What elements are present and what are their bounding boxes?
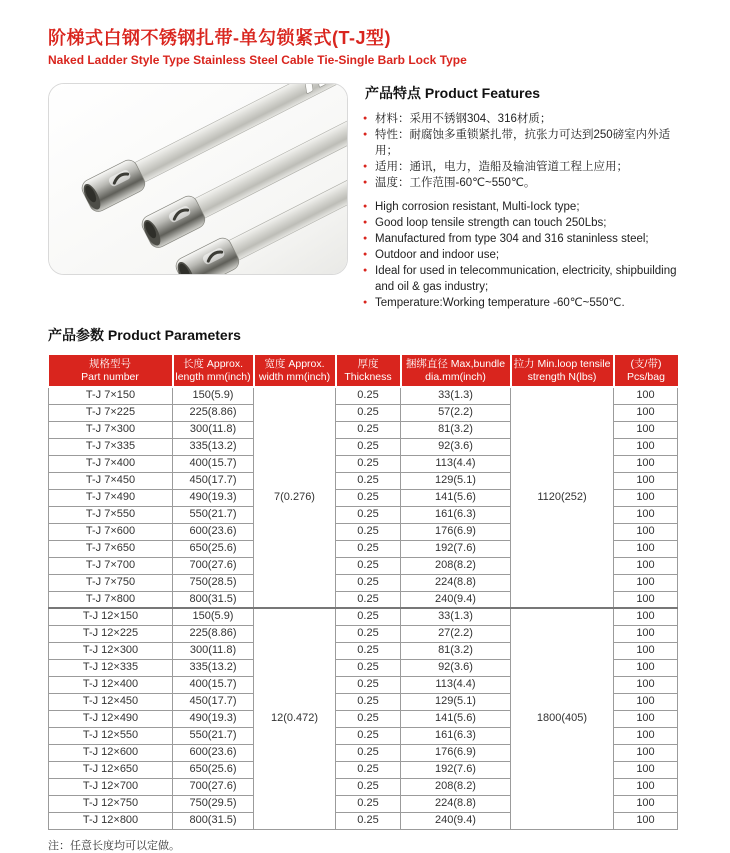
- table-row: [49, 387, 678, 404]
- cell-bundle-diameter: 33(1.3): [401, 608, 511, 625]
- feature-item-cn: ● 温度：工作范围-60℃~550℃。: [365, 175, 690, 191]
- cell-part-number: T-J 7×335: [49, 438, 173, 455]
- cell-thickness: 0.25: [336, 625, 401, 642]
- cell-thickness: 0.25: [336, 523, 401, 540]
- feature-item-en: ● Temperature:Working temperature -60℃~550℃.: [365, 295, 690, 311]
- cell-bundle-diameter: 92(3.6): [401, 659, 511, 676]
- cell-thickness: 0.25: [336, 795, 401, 812]
- cell-length: 150(5.9): [173, 608, 254, 625]
- features-list-en: [365, 199, 690, 311]
- cell-bundle-diameter: 161(6.3): [401, 506, 511, 523]
- cell-length: 650(25.6): [173, 761, 254, 778]
- cell-length: 600(23.6): [173, 523, 254, 540]
- feature-item-cn: ● 材料：采用不锈钢304、316材质；: [365, 111, 690, 127]
- cell-pcs-per-bag: 100: [614, 710, 678, 727]
- cell-part-number: T-J 12×650: [49, 761, 173, 778]
- cell-part-number: T-J 7×600: [49, 523, 173, 540]
- features-section: [365, 83, 690, 311]
- features-gap: [365, 191, 690, 199]
- cell-thickness: 0.25: [336, 727, 401, 744]
- cell-bundle-diameter: 113(4.4): [401, 676, 511, 693]
- cell-part-number: T-J 7×700: [49, 557, 173, 574]
- feature-item-en: ● High corrosion resistant, Multi-Iock type;: [365, 199, 690, 215]
- cell-length: 700(27.6): [173, 557, 254, 574]
- cell-pcs-per-bag: 100: [614, 421, 678, 438]
- product-photo: [48, 83, 348, 275]
- cell-thickness: 0.25: [336, 557, 401, 574]
- cell-length: 750(28.5): [173, 574, 254, 591]
- cell-part-number: T-J 12×225: [49, 625, 173, 642]
- cell-pcs-per-bag: 100: [614, 795, 678, 812]
- cell-pcs-per-bag: 100: [614, 540, 678, 557]
- cell-length: 750(29.5): [173, 795, 254, 812]
- table-row: [49, 608, 678, 625]
- column-header: 捆绑直径 Max,bundle dia.mm(inch): [401, 354, 511, 387]
- cell-pcs-per-bag: 100: [614, 489, 678, 506]
- cell-pcs-per-bag: 100: [614, 557, 678, 574]
- cell-length: 150(5.9): [173, 387, 254, 404]
- cell-bundle-diameter: 192(7.6): [401, 540, 511, 557]
- cell-length: 700(27.6): [173, 778, 254, 795]
- feature-item-en: ● Ideal for used in telecommunication, electricity, shipbuilding and oil & gas industry;: [365, 263, 690, 295]
- cell-length: 400(15.7): [173, 455, 254, 472]
- cell-bundle-diameter: 141(5.6): [401, 710, 511, 727]
- cell-thickness: 0.25: [336, 455, 401, 472]
- cell-pcs-per-bag: 100: [614, 761, 678, 778]
- cell-thickness: 0.25: [336, 744, 401, 761]
- cell-length: 490(19.3): [173, 710, 254, 727]
- cell-part-number: T-J 7×400: [49, 455, 173, 472]
- cell-part-number: T-J 12×550: [49, 727, 173, 744]
- page-title-cn: 阶梯式白钢不锈钢扎带-单勾锁紧式(T-J型): [48, 28, 391, 48]
- cell-pcs-per-bag: 100: [614, 676, 678, 693]
- cell-pcs-per-bag: 100: [614, 608, 678, 625]
- cell-pcs-per-bag: 100: [614, 506, 678, 523]
- cell-length: 225(8.86): [173, 404, 254, 421]
- cell-thickness: 0.25: [336, 404, 401, 421]
- cell-length: 650(25.6): [173, 540, 254, 557]
- cell-length: 800(31.5): [173, 812, 254, 829]
- cell-bundle-diameter: 113(4.4): [401, 455, 511, 472]
- cell-length: 335(13.2): [173, 659, 254, 676]
- cell-thickness: 0.25: [336, 693, 401, 710]
- parameters-heading: 产品参数 Product Parameters: [48, 327, 241, 343]
- cell-part-number: T-J 12×150: [49, 608, 173, 625]
- cable-ties-illustration: [49, 84, 347, 274]
- cell-bundle-diameter: 129(5.1): [401, 693, 511, 710]
- cell-thickness: 0.25: [336, 438, 401, 455]
- cell-length: 300(11.8): [173, 421, 254, 438]
- cell-thickness: 0.25: [336, 574, 401, 591]
- cell-thickness: 0.25: [336, 642, 401, 659]
- cell-bundle-diameter: 240(9.4): [401, 591, 511, 608]
- cell-length: 600(23.6): [173, 744, 254, 761]
- cell-thickness: 0.25: [336, 489, 401, 506]
- cell-bundle-diameter: 57(2.2): [401, 404, 511, 421]
- cell-pcs-per-bag: 100: [614, 812, 678, 829]
- cell-bundle-diameter: 81(3.2): [401, 421, 511, 438]
- cell-thickness: 0.25: [336, 421, 401, 438]
- feature-item-en: ● Good loop tensile strength can touch 250Lbs;: [365, 215, 690, 231]
- cell-thickness: 0.25: [336, 761, 401, 778]
- column-header: (支/带) Pcs/bag: [614, 354, 678, 387]
- cell-thickness: 0.25: [336, 540, 401, 557]
- cell-part-number: T-J 7×150: [49, 387, 173, 404]
- column-header: 长度 Approx. length mm(inch): [173, 354, 254, 387]
- features-list-cn: [365, 111, 690, 191]
- cell-pcs-per-bag: 100: [614, 693, 678, 710]
- cell-part-number: T-J 7×750: [49, 574, 173, 591]
- cell-bundle-diameter: 176(6.9): [401, 744, 511, 761]
- cell-part-number: T-J 12×700: [49, 778, 173, 795]
- cell-bundle-diameter: 208(8.2): [401, 778, 511, 795]
- cell-thickness: 0.25: [336, 812, 401, 829]
- cell-thickness: 0.25: [336, 778, 401, 795]
- cell-length: 490(19.3): [173, 489, 254, 506]
- cell-pcs-per-bag: 100: [614, 659, 678, 676]
- cell-pcs-per-bag: 100: [614, 455, 678, 472]
- cell-pcs-per-bag: 100: [614, 625, 678, 642]
- cell-pcs-per-bag: 100: [614, 404, 678, 421]
- cell-part-number: T-J 7×490: [49, 489, 173, 506]
- cell-part-number: T-J 7×225: [49, 404, 173, 421]
- cell-part-number: T-J 12×300: [49, 642, 173, 659]
- cell-part-number: T-J 12×335: [49, 659, 173, 676]
- cell-pcs-per-bag: 100: [614, 727, 678, 744]
- cell-bundle-diameter: 176(6.9): [401, 523, 511, 540]
- cell-bundle-diameter: 129(5.1): [401, 472, 511, 489]
- cell-thickness: 0.25: [336, 472, 401, 489]
- feature-item-cn: ● 特性：耐腐蚀多重锁紧扎带，抗张力可达到250磅室内外适用；: [365, 127, 690, 159]
- cell-pcs-per-bag: 100: [614, 387, 678, 404]
- cell-length: 450(17.7): [173, 472, 254, 489]
- page-title-en: Naked Ladder Style Type Stainless Steel Cable Tie-Single Barb Lock Type: [48, 53, 467, 67]
- cell-width-merged: 12(0.472): [254, 608, 336, 829]
- footnote: 注：任意长度均可以定做。: [48, 839, 180, 852]
- cell-bundle-diameter: 224(8.8): [401, 795, 511, 812]
- cell-part-number: T-J 12×600: [49, 744, 173, 761]
- cell-part-number: T-J 7×450: [49, 472, 173, 489]
- cell-pcs-per-bag: 100: [614, 744, 678, 761]
- cell-part-number: T-J 12×490: [49, 710, 173, 727]
- cell-part-number: T-J 7×550: [49, 506, 173, 523]
- feature-item-cn: ● 适用：通讯，电力，造船及输油管道工程上应用；: [365, 159, 690, 175]
- cell-bundle-diameter: 161(6.3): [401, 727, 511, 744]
- cell-part-number: T-J 12×450: [49, 693, 173, 710]
- cell-length: 225(8.86): [173, 625, 254, 642]
- cell-thickness: 0.25: [336, 659, 401, 676]
- cell-bundle-diameter: 33(1.3): [401, 387, 511, 404]
- cell-bundle-diameter: 141(5.6): [401, 489, 511, 506]
- cell-length: 800(31.5): [173, 591, 254, 608]
- cell-pcs-per-bag: 100: [614, 574, 678, 591]
- cell-length: 550(21.7): [173, 727, 254, 744]
- cell-bundle-diameter: 27(2.2): [401, 625, 511, 642]
- cell-part-number: T-J 12×400: [49, 676, 173, 693]
- cell-length: 450(17.7): [173, 693, 254, 710]
- cell-bundle-diameter: 224(8.8): [401, 574, 511, 591]
- cell-width-merged: 7(0.276): [254, 387, 336, 608]
- cell-thickness: 0.25: [336, 608, 401, 625]
- cell-tensile-merged: 1800(405): [511, 608, 614, 829]
- cell-bundle-diameter: 208(8.2): [401, 557, 511, 574]
- cell-bundle-diameter: 192(7.6): [401, 761, 511, 778]
- cell-thickness: 0.25: [336, 387, 401, 404]
- cell-length: 550(21.7): [173, 506, 254, 523]
- page-header: [48, 24, 690, 67]
- cell-tensile-merged: 1120(252): [511, 387, 614, 608]
- cell-bundle-diameter: 81(3.2): [401, 642, 511, 659]
- column-header: 规格型号 Part number: [49, 354, 173, 387]
- parameters-table: [48, 353, 678, 830]
- cell-pcs-per-bag: 100: [614, 591, 678, 608]
- cell-part-number: T-J 7×800: [49, 591, 173, 608]
- cell-part-number: T-J 7×650: [49, 540, 173, 557]
- cell-thickness: 0.25: [336, 506, 401, 523]
- column-header: 拉力 Min.loop tensile strength N(lbs): [511, 354, 614, 387]
- cell-thickness: 0.25: [336, 591, 401, 608]
- cell-pcs-per-bag: 100: [614, 523, 678, 540]
- features-heading: 产品特点 Product Features: [365, 85, 541, 101]
- cell-bundle-diameter: 92(3.6): [401, 438, 511, 455]
- parameters-table-header-row: [49, 354, 678, 387]
- cell-length: 400(15.7): [173, 676, 254, 693]
- feature-item-en: ● Outdoor and indoor use;: [365, 247, 690, 263]
- top-section: [48, 83, 690, 311]
- cell-length: 300(11.8): [173, 642, 254, 659]
- cell-bundle-diameter: 240(9.4): [401, 812, 511, 829]
- cell-pcs-per-bag: 100: [614, 642, 678, 659]
- cell-part-number: T-J 7×300: [49, 421, 173, 438]
- cell-pcs-per-bag: 100: [614, 778, 678, 795]
- cell-thickness: 0.25: [336, 676, 401, 693]
- column-header: 厚度 Thickness: [336, 354, 401, 387]
- cell-pcs-per-bag: 100: [614, 438, 678, 455]
- cell-part-number: T-J 12×750: [49, 795, 173, 812]
- cell-part-number: T-J 12×800: [49, 812, 173, 829]
- column-header: 宽度 Approx. width mm(inch): [254, 354, 336, 387]
- parameters-table-body: [49, 387, 678, 829]
- cell-pcs-per-bag: 100: [614, 472, 678, 489]
- cell-thickness: 0.25: [336, 710, 401, 727]
- feature-item-en: ● Manufactured from type 304 and 316 staninless steel;: [365, 231, 690, 247]
- cell-length: 335(13.2): [173, 438, 254, 455]
- parameters-table-head: [49, 354, 678, 387]
